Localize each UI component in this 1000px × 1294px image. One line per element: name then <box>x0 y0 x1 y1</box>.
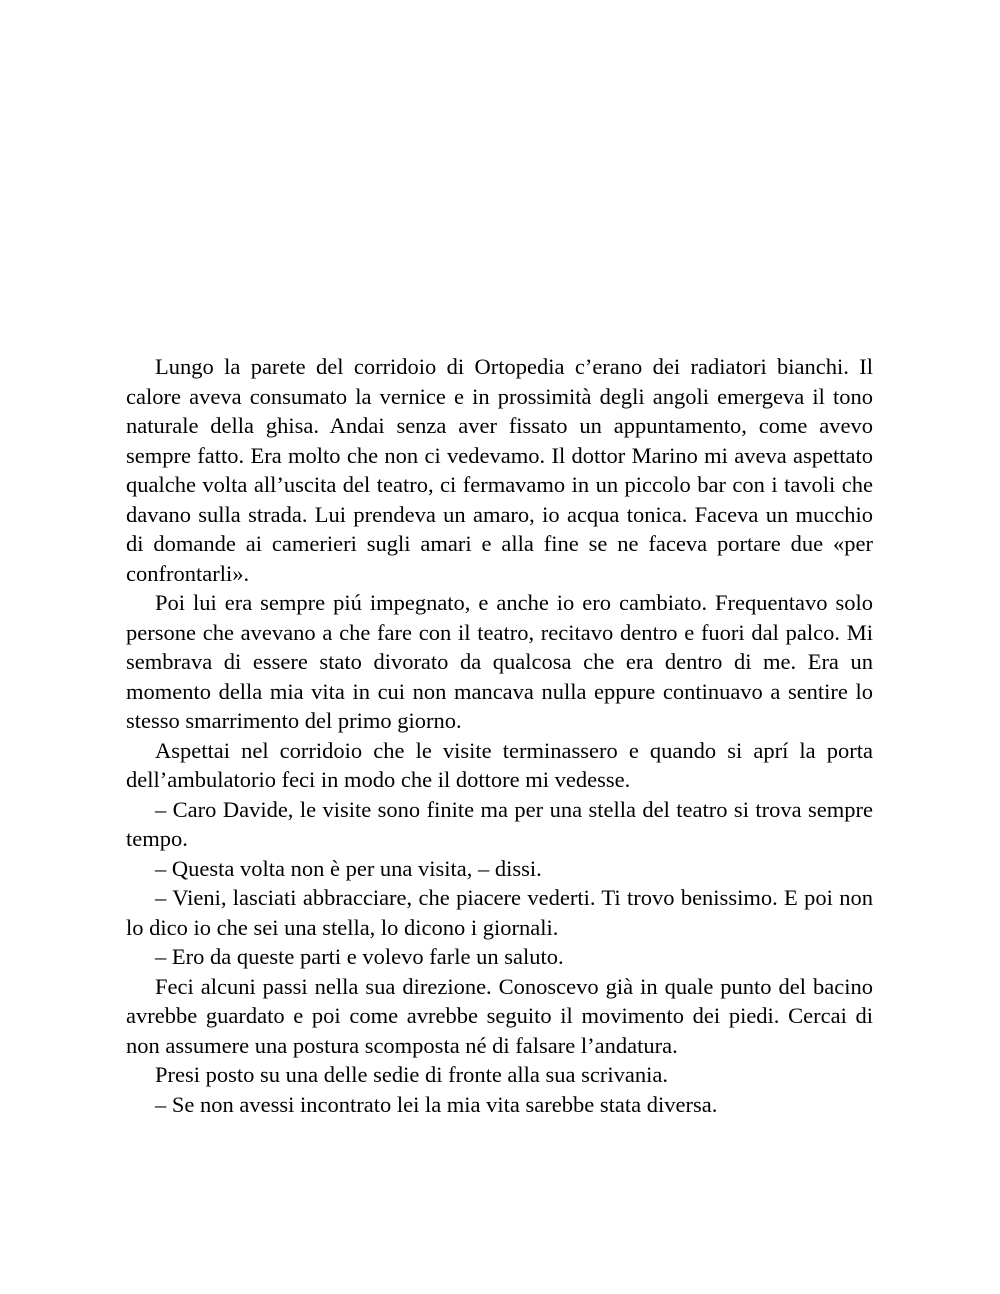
paragraph: – Ero da queste parti e volevo farle un saluto. <box>155 944 564 969</box>
body-text <box>126 352 873 1119</box>
paragraph: Aspettai nel corridoio che le visite terminassero e quando si aprí la porta dell’ambulatorio feci in modo che il dottore mi vedesse. <box>126 737 873 792</box>
paragraph: – Vieni, lasciati abbracciare, che piacere vederti. Ti trovo benissimo. E poi non lo dico io che sei una stella, lo dicono i giornali. <box>126 885 873 940</box>
paragraph: Lungo la parete del corridoio di Ortopedia c’erano dei radiatori bianchi. Il calore aveva consumato la vernice e in prossimità degli angoli emergeva il tono naturale della ghisa. Andai senza aver fissato un appuntamento, come avevo sempre fatto. Era molto che non ci vedevamo. Il dottor Marino mi aveva aspettato qualche volta all’uscita del teatro, ci fermavamo in un piccolo bar con i tavoli che davano sulla strada. Lui prendeva un amaro, io acqua tonica. Faceva un mucchio di domande ai camerieri sugli amari e alla fine se ne faceva portare due «per confrontarli». <box>126 354 873 586</box>
paragraph: – Caro Davide, le visite sono finite ma per una stella del teatro si trova sempre tempo. <box>126 796 873 851</box>
paragraph: Poi lui era sempre piú impegnato, e anche io ero cambiato. Frequentavo solo persone che avevano a che fare con il teatro, recitavo dentro e fuori dal palco. Mi sembrava di essere stato divorato da qualcosa che era dentro di me. Era un momento della mia vita in cui non mancava nulla eppure continuavo a sentire lo stesso smarrimento del primo giorno. <box>126 590 873 733</box>
paragraph: Feci alcuni passi nella sua direzione. Conoscevo già in quale punto del bacino avrebbe guardato e poi come avrebbe seguito il movimento dei piedi. Cercai di non assumere una postura scomposta né di falsare l’andatura. <box>126 973 873 1058</box>
paragraph: Presi posto su una delle sedie di fronte alla sua scrivania. <box>155 1062 668 1087</box>
paragraph: – Se non avessi incontrato lei la mia vita sarebbe stata diversa. <box>155 1091 718 1117</box>
paragraph: – Questa volta non è per una visita, – dissi. <box>155 855 542 881</box>
